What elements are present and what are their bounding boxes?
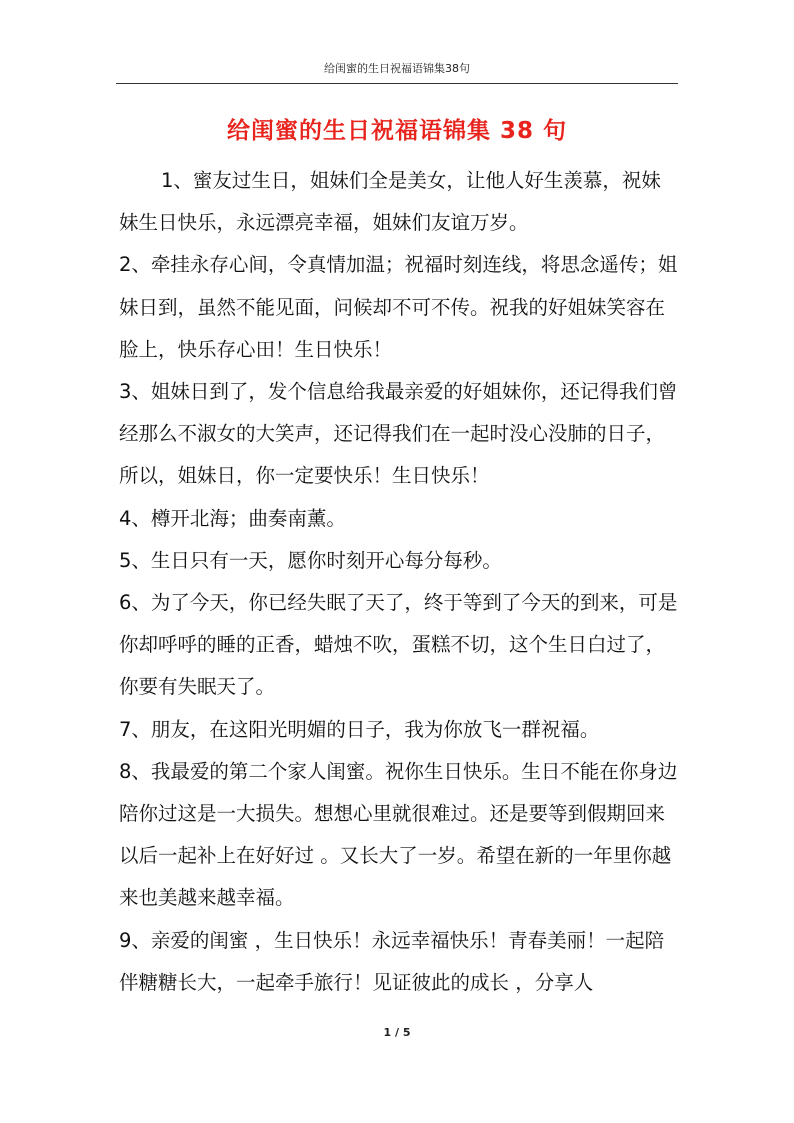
paragraph-1: 1、蜜友过生日，姐妹们全是美女，让他人好生羡慕，祝妹妹生日快乐，永远漂亮幸福，姐妹们友谊万岁。: [119, 169, 661, 235]
paragraph-6: 6、为了今天，你已经失眠了天了，终于等到了今天的到来，可是你却呼呼的睡的正香，蜡烛不吹，蛋糕不切，这个生日白过了，你要有失眠天了。: [119, 591, 678, 699]
document-body: [119, 160, 679, 1004]
paragraph-4: 4、樽开北海；曲奏南薰。: [119, 506, 346, 530]
page-number: 1 / 5: [383, 1026, 411, 1039]
document-title: 给闺蜜的生日祝福语锦集 38 句: [226, 118, 568, 144]
paragraph-9: 9、亲爱的闺蜜 ，生日快乐！永远幸福快乐！青春美丽！一起陪伴糖糖长大，一起牵手旅行！见证彼此的成长 ，分享人: [119, 928, 665, 994]
header-divider: [116, 83, 678, 84]
paragraph-7: 7、朋友，在这阳光明媚的日子，我为你放飞一群祝福。: [119, 717, 600, 741]
paragraph-8: 8、我最爱的第二个家人闺蜜。祝你生日快乐。生日不能在你身边陪你过这是一大损失。想想心里就很难过。还是要等到假期回来以后一起补上在好好过 。又长大了一岁。希望在新的一年里你越来也美越来越幸福。: [119, 759, 678, 910]
paragraph-2: 2、牵挂永存心间，令真情加温；祝福时刻连线，将思念遥传；姐妹日到，虽然不能见面，问候却不可不传。祝我的好姐妹笑容在脸上，快乐存心田！生日快乐！: [119, 253, 678, 361]
paragraph-5: 5、生日只有一天，愿你时刻开心每分每秒。: [119, 548, 502, 572]
running-header: 给闺蜜的生日祝福语锦集38句: [324, 62, 470, 75]
paragraph-3: 3、姐妹日到了，发个信息给我最亲爱的好姐妹你，还记得我们曾经那么不淑女的大笑声，还记得我们在一起时没心没肺的日子，所以，姐妹日，你一定要快乐！生日快乐！: [119, 380, 678, 488]
